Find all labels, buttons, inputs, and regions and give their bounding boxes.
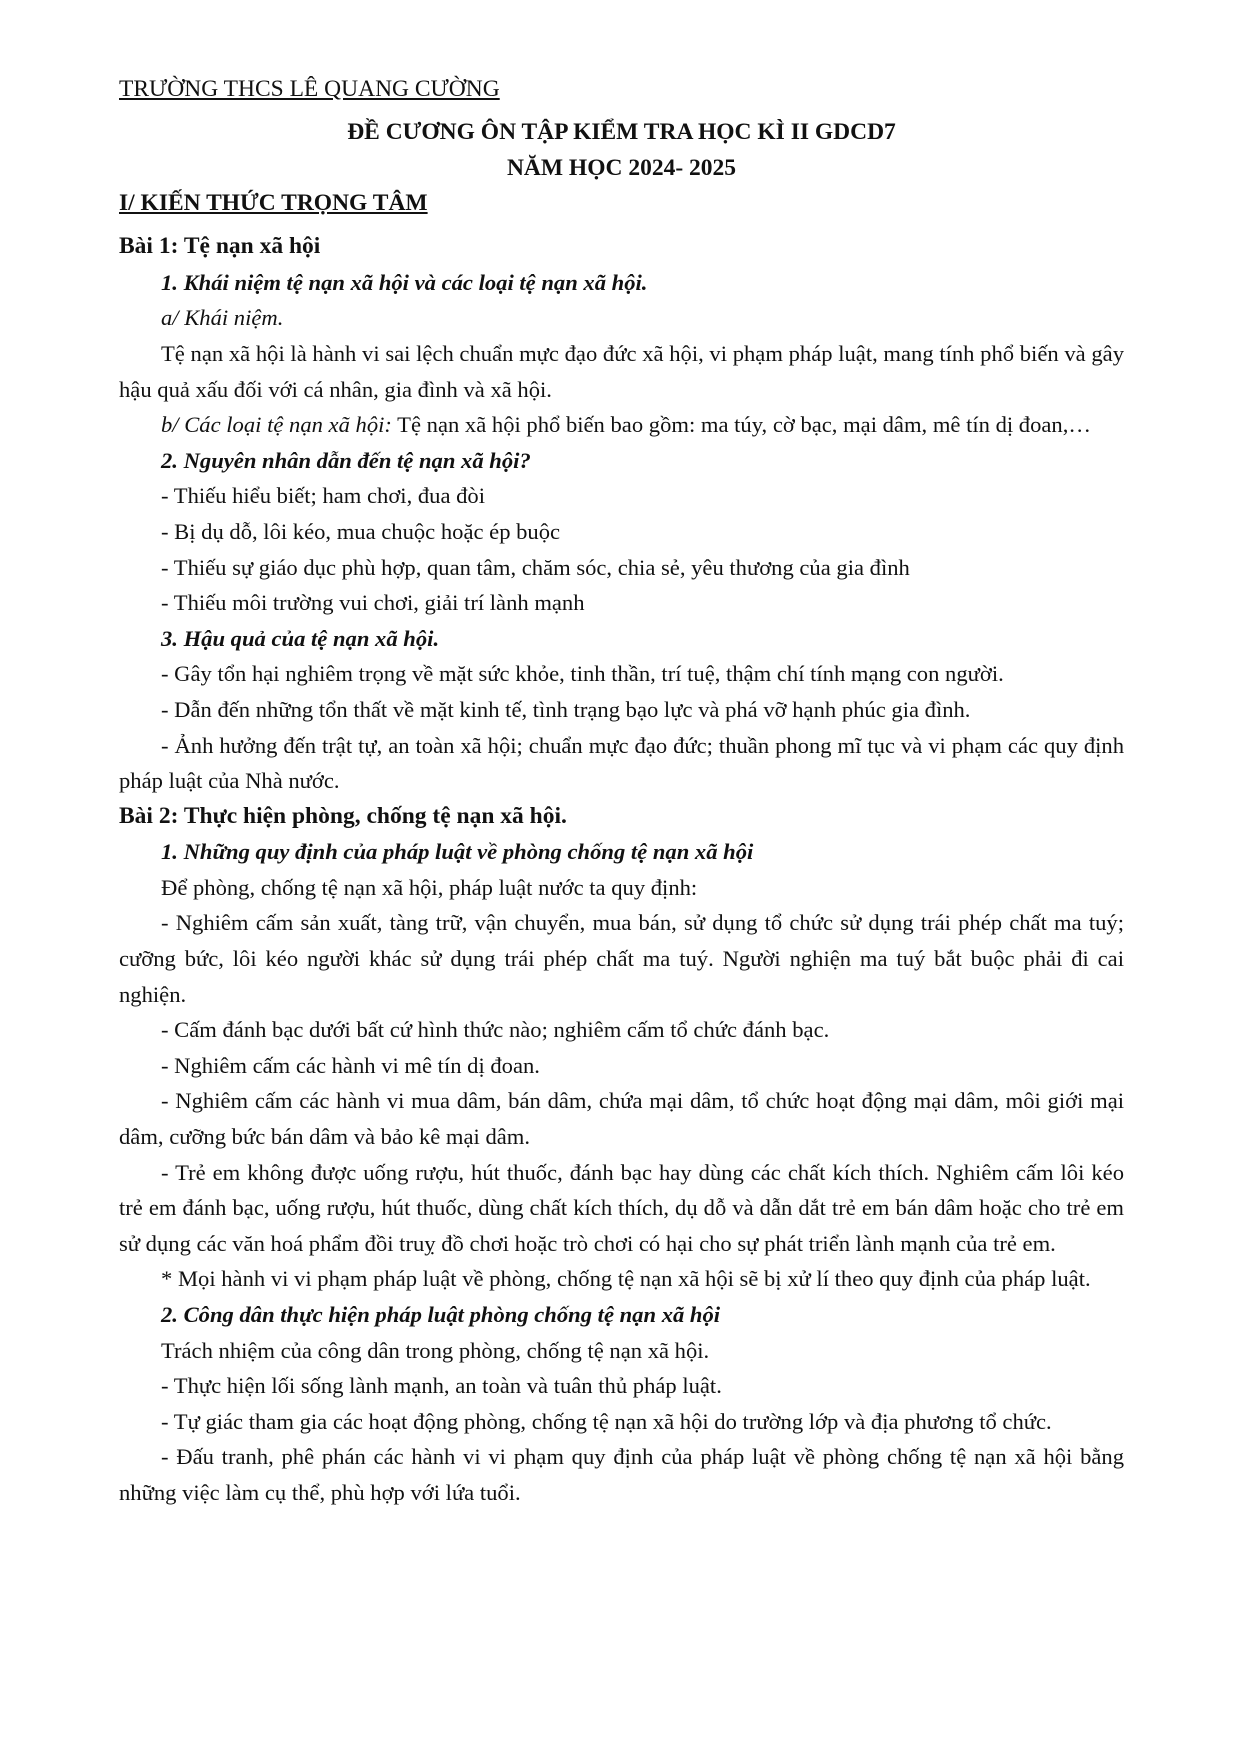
section-heading: I/ KIẾN THỨC TRỌNG TÂM — [119, 189, 428, 216]
list-item: - Thiếu môi trường vui chơi, giải trí lành mạnh — [161, 590, 585, 616]
school-name: TRƯỜNG THCS LÊ QUANG CƯỜNG — [119, 76, 500, 102]
document-page — [119, 72, 1124, 1511]
types-paragraph — [119, 407, 1124, 443]
list-item: - Nghiêm cấm các hành vi mua dâm, bán dâm, chứa mại dâm, tổ chức hoạt động mại dâm, môi giới mại dâm, cưỡng bức bán dâm và bảo kê mại dâm. — [119, 1088, 1124, 1150]
list-item: - Dẫn đến những tổn thất về mặt kinh tế, tình trạng bạo lực và phá vỡ hạnh phúc gia đình. — [161, 696, 971, 722]
document-title-line1: ĐỀ CƯƠNG ÔN TẬP KIỂM TRA HỌC KÌ II GDCD7 — [347, 118, 896, 145]
types-text: Tệ nạn xã hội phổ biến bao gồm: ma túy, cờ bạc, mại dâm, mê tín dị đoan,… — [391, 412, 1091, 438]
lesson-2-title: Bài 2: Thực hiện phòng, chống tệ nạn xã hội. — [119, 802, 567, 829]
definition-label: a/ Khái niệm. — [161, 305, 284, 331]
lesson-1-title: Bài 1: Tệ nạn xã hội — [119, 233, 321, 260]
list-item: - Bị dụ dỗ, lôi kéo, mua chuộc hoặc ép buộc — [161, 518, 561, 544]
list-item: - Gây tổn hại nghiêm trọng về mặt sức khỏe, tinh thần, trí tuệ, thậm chí tính mạng con người. — [161, 661, 1004, 687]
list-item: - Nghiêm cấm các hành vi mê tín dị đoan. — [161, 1052, 540, 1078]
document-title-line2: NĂM HỌC 2024- 2025 — [506, 154, 737, 181]
lesson-1-sub3-heading: 3. Hậu quả của tệ nạn xã hội. — [161, 625, 440, 651]
lesson-2-sub1-intro: Để phòng, chống tệ nạn xã hội, pháp luật nước ta quy định: — [161, 874, 698, 900]
list-item: - Cấm đánh bạc dưới bất cứ hình thức nào; nghiêm cấm tổ chức đánh bạc. — [161, 1017, 830, 1043]
list-item: - Đấu tranh, phê phán các hành vi vi phạm quy định của pháp luật về phòng chống tệ nạn xã hội bằng những việc làm cụ thể, phù hợp với lứa tuổi. — [119, 1444, 1124, 1505]
lesson-1-sub1-heading: 1. Khái niệm tệ nạn xã hội và các loại tệ nạn xã hội. — [161, 269, 648, 295]
list-item: - Thiếu hiểu biết; ham chơi, đua đòi — [161, 483, 486, 509]
list-item: - Nghiêm cấm sản xuất, tàng trữ, vận chuyển, mua bán, sử dụng tổ chức sử dụng trái phép chất ma tuý; cưỡng bức, lôi kéo người khác sử dụng trái phép chất ma tuý. Người nghiện ma tuý bắt buộc phải đi cai nghiện. — [119, 910, 1124, 1007]
types-label: b/ Các loại tệ nạn xã hội: — [161, 412, 392, 438]
list-item: - Ảnh hưởng đến trật tự, an toàn xã hội; chuẩn mực đạo đức; thuần phong mĩ tục và vi phạm các quy định pháp luật của Nhà nước. — [119, 732, 1124, 794]
list-item: - Tự giác tham gia các hoạt động phòng, chống tệ nạn xã hội do trường lớp và địa phương tổ chức. — [161, 1408, 1052, 1434]
list-item: * Mọi hành vi vi phạm pháp luật về phòng, chống tệ nạn xã hội sẽ bị xử lí theo quy định của pháp luật. — [161, 1266, 1091, 1292]
lesson-2-sub2-heading: 2. Công dân thực hiện pháp luật phòng chống tệ nạn xã hội — [161, 1302, 721, 1327]
lesson-2-sub1-heading: 1. Những quy định của pháp luật về phòng chống tệ nạn xã hội — [161, 839, 754, 865]
lesson-1-sub2-heading: 2. Nguyên nhân dẫn đến tệ nạn xã hội? — [161, 447, 531, 473]
list-item: - Trẻ em không được uống rượu, hút thuốc, đánh bạc hay dùng các chất kích thích. Nghiêm cấm lôi kéo trẻ em đánh bạc, uống rượu, hút thuốc, dùng chất kích thích, dụ dỗ và dẫn dắt trẻ em bán dâm hoặc cho trẻ em sử dụng các văn hoá phẩm đồi truỵ đồ chơi hoặc trò chơi có hại cho sự phát triển lành mạnh của trẻ em. — [119, 1159, 1124, 1256]
definition-text: Tệ nạn xã hội là hành vi sai lệch chuẩn mực đạo đức xã hội, vi phạm pháp luật, mang tính phổ biến và gây hậu quả xấu đối với cá nhân, gia đình và xã hội. — [119, 340, 1124, 402]
list-item: - Thiếu sự giáo dục phù hợp, quan tâm, chăm sóc, chia sẻ, yêu thương của gia đình — [161, 554, 910, 580]
lesson-2-sub2-intro: Trách nhiệm của công dân trong phòng, chống tệ nạn xã hội. — [161, 1337, 710, 1363]
list-item: - Thực hiện lối sống lành mạnh, an toàn và tuân thủ pháp luật. — [161, 1373, 722, 1399]
